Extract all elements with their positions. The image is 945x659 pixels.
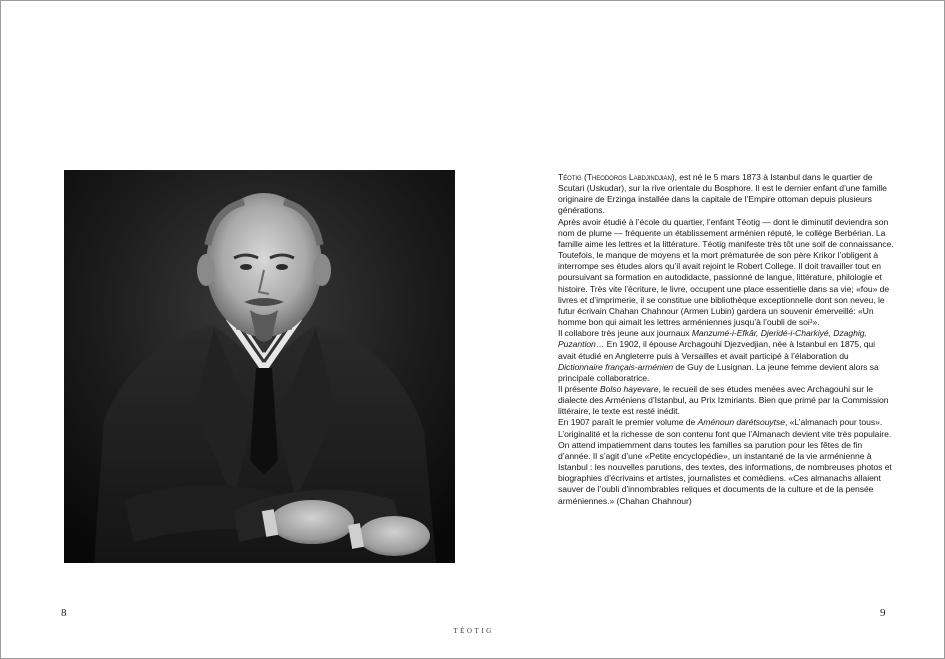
paragraph-intro-text: ), est né le 5 mars 1873 à Istanbul dans le quartier de Scutari (Uskudar), sur la rive orientale du Bosphore. Il est le dernier enfant d’une famille originaire de Erzinga installée dans la capitale de l’Empire ottoman depuis plusieurs générations. [558,172,887,216]
collaboration-text: de Guy de Lusignan. La jeune femme devient alors sa principale collaboratrice. [558,361,879,383]
almanach-lead: En 1907 paraît le premier volume de [558,417,698,428]
paragraph-bolso [558,384,894,417]
paragraph-almanach [558,417,894,506]
portrait-photo [64,170,455,563]
bolso-lead: Il présente [558,383,600,394]
almanach-title: Aménoun darétsouytse [697,417,785,428]
bolso-title: Bolso hayevare [599,383,659,394]
dictionary-title: Dictionnaire français-arménien [558,361,674,372]
journal-titles: Manzumé-i-Efkâr, Djeridé-i-Charkiyé, Dzaghig, Puzantion [558,328,867,350]
journals-lead: Il collabore très jeune aux journaux [558,328,692,339]
portrait-illustration [64,170,455,563]
paragraph-journals [558,328,894,384]
paren-open: ( [581,172,587,182]
page-number-left: 8 [61,607,67,619]
birth-name: Theodoros Labdjindjian [586,172,672,182]
author-name: Téotig [558,172,582,182]
marriage-text: … En 1902, il épouse Archagouhi Djezvedjian, née à Istanbul en 1875, qui avait étudié en Angleterre puis à Versailles et avait participé à l’élaboration du [558,339,876,361]
paragraph-education: Après avoir étudié à l’école du quartier, l’enfant Téotig — dont le diminutif deviendra son nom de plume — fréquente un établissement arménien réputé, le collège Berbérian. La famille aime les lettres et la littérature. Téotig manifeste très tôt une soif de connaissance. Toutefois, le manque de moyens et la mort prématurée de son père Krikor l’obligent à interrompe ses études alors qu’il avait rejoint le Robert College. Il doit travailler tout en poursuivant sa formation en autodidacte, passionné de langue, littérature, philologie et histoire. Très vite l’écriture, le livre, occupent une place essentielle dans sa vie; «fou» de livres et d’imprimerie, il se constitue une bibliothèque exceptionnelle dont son neveu, le futur écrivain Chahan Chahnour (Armen Lubin) gardera un souvenir émerveillé: «Un homme bon qui aimait les lettres arméniennes jusqu’à l’oubli de soi¹». [558,216,894,328]
bolso-text: , le recueil de ses études menées avec Archagouhi sur le dialecte des Arméniens d’Istanbul, au Prix Izmiriants. Bien que primé par la Commission littéraire, le texte est resté inédit. [558,383,889,417]
almanach-text: , «L’almanach pour tous». L’originalité et la richesse de son contenu font que l’Almanach devient vite très populaire. On attend impatiemment dans toutes les familles sa parution pour les fêtes de fin d’année. Il s’agit d’une «Petite encyclopédie», un instantané de la vie arménienne à Istanbul : les nouvelles parutions, des textes, des informations, de nombreuses photos et biographies d’écrivains et artistes, journalistes et comédiens. «Ces almanachs allaient sauver de l’oubli d’innombrables reliques et documents de la culture et de la pensée arméniennes.» (Chahan Chahnour) [558,417,892,506]
running-title: TÉOTIG [453,627,494,635]
biography-text [558,172,894,507]
page-number-right: 9 [880,607,886,619]
paragraph-intro [558,172,894,217]
